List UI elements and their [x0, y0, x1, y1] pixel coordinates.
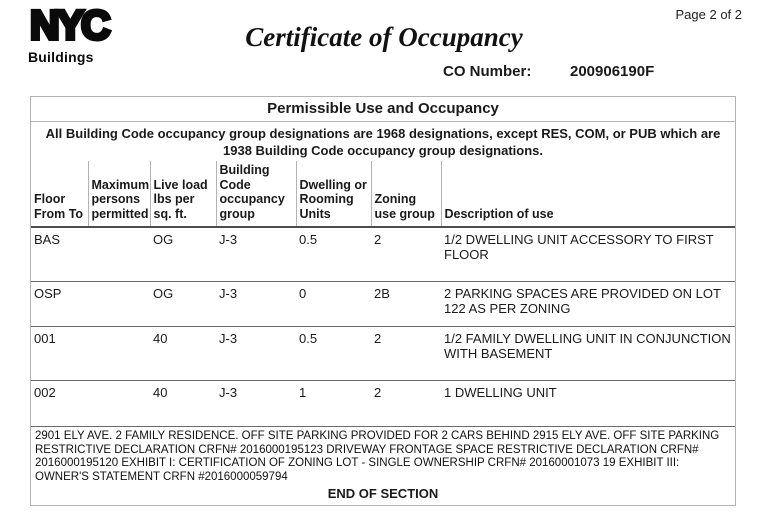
- cell-live-load: 40: [150, 380, 216, 426]
- co-number-row: [0, 63, 768, 83]
- cell-zoning-group: 2: [374, 232, 382, 247]
- document-title: Certificate of Occupancy: [245, 22, 523, 52]
- cell-description: 2 PARKING SPACES ARE PROVIDED ON LOT 122 AS PER ZONING: [441, 281, 735, 326]
- col-header-occupancy-group: Building Code occupancy group: [216, 161, 296, 227]
- table-row: [31, 281, 735, 326]
- cell-floor: BAS: [34, 232, 61, 247]
- table-row: [31, 227, 735, 281]
- col-header-floor: Floor From To: [31, 161, 88, 227]
- cell-max-persons: [88, 326, 150, 380]
- cell-dwelling-units: 0.5: [299, 232, 318, 247]
- cell-occupancy-group: J-3: [216, 281, 296, 326]
- end-of-section-label: END OF SECTION: [327, 486, 439, 501]
- cell-floor: 002: [31, 380, 88, 426]
- occupancy-grid: [31, 161, 735, 426]
- cell-description: 1/2 DWELLING UNIT ACCESSORY TO FIRST FLOOR: [444, 232, 714, 262]
- col-header-dwelling-units: Dwelling or Rooming Units: [296, 161, 371, 227]
- cell-description: 1 DWELLING UNIT: [441, 380, 735, 426]
- cell-max-persons: [88, 380, 150, 426]
- cell-live-load: 40: [150, 326, 216, 380]
- nyc-logo-text: NYC: [30, 2, 108, 46]
- grid-header: [31, 161, 735, 227]
- cell-occupancy-group: J-3: [216, 380, 296, 426]
- co-number-value: 200906190F: [570, 63, 655, 80]
- col-header-description: Description of use: [441, 161, 735, 227]
- cell-zoning-group: 2: [371, 380, 441, 426]
- cell-occupancy-group: J-3: [216, 326, 296, 380]
- cell-live-load: OG: [153, 232, 174, 247]
- col-header-max-persons: Maximum persons permitted: [88, 161, 150, 227]
- table-row: [31, 380, 735, 426]
- cell-zoning-group: 2: [371, 326, 441, 380]
- cell-dwelling-units: 0: [296, 281, 371, 326]
- cell-occupancy-group: J-3: [219, 232, 238, 247]
- cell-floor: 001: [31, 326, 88, 380]
- section-title: Permissible Use and Occupancy: [31, 97, 735, 122]
- co-number-label: CO Number:: [443, 63, 532, 80]
- cell-floor: OSP: [31, 281, 88, 326]
- permissible-use-table: [30, 96, 736, 506]
- col-header-live-load: Live load lbs per sq. ft.: [150, 161, 216, 227]
- cell-max-persons: [88, 281, 150, 326]
- page-indicator: Page 2 of 2: [675, 7, 742, 22]
- code-designation-note: All Building Code occupancy group designations are 1968 designations, except RES, COM, or PUB which are 1938 Building Code occupancy group designations.: [45, 126, 721, 158]
- cell-description: 1/2 FAMILY DWELLING UNIT IN CONJUNCTION WITH BASEMENT: [441, 326, 735, 380]
- table-row: [31, 326, 735, 380]
- cell-dwelling-units: 0.5: [296, 326, 371, 380]
- cell-max-persons: [88, 227, 150, 281]
- cell-zoning-group: 2B: [371, 281, 441, 326]
- cell-live-load: OG: [150, 281, 216, 326]
- logo-buildings-label: Buildings: [28, 49, 94, 65]
- col-header-zoning-group: Zoning use group: [371, 161, 441, 227]
- property-footnote: 2901 ELY AVE. 2 FAMILY RESIDENCE. OFF SITE PARKING PROVIDED FOR 2 CARS BEHIND 2915 ELY AVE. OFF SITE PARKING RESTRICTIVE DECLARATION CRFN# 2016000195123 DRIVEWAY FRONTAGE SPACE RESTRICTIVE DECLARATION CRFN# 2016000195120 EXHIBIT I: CERTIFICATION OF ZONING LOT - SINGLE OWNERSHIP CRFN# 20160001073 19 EXHIBIT III: OWNER'S STATEMENT CRFN #2016000059794: [31, 426, 735, 485]
- cell-dwelling-units: 1: [296, 380, 371, 426]
